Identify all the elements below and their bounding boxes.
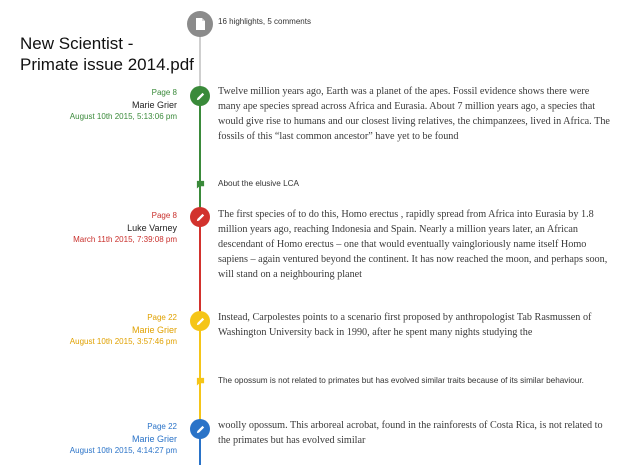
comment-node-yellow[interactable]	[195, 376, 205, 386]
highlight-node-red[interactable]	[190, 207, 210, 227]
entry-date: March 11th 2015, 7:39:08 pm	[73, 235, 177, 244]
highlight-text[interactable]: The first species of to do this, Homo erectus , rapidly spread from Africa into Eurasia by 1.8 million years ago, reaching Indonesia and Spain. Nearly a million years later, an African descendant of Homo erectus – one that would eventually vaingloriously name itself Homo sapiens – again ventured beyond the continent. It has now reached the moon, and perhaps soon, will stand on a neighbouring planet	[218, 209, 608, 280]
comment-text: About the elusive LCA	[218, 179, 300, 188]
highlight-node-green[interactable]	[190, 86, 210, 106]
entry-meta	[73, 210, 177, 246]
comment-icon	[196, 377, 205, 386]
document-title	[20, 33, 200, 75]
timeline-axis-yellow	[199, 321, 201, 429]
pencil-icon	[195, 212, 206, 223]
entry-meta	[70, 87, 177, 123]
timeline-axis-green	[199, 96, 201, 214]
document-title-line-1: New Scientist -	[20, 34, 134, 53]
highlight-text[interactable]: Instead, Carpolestes points to a scenario first proposed by anthropologist Tab Rasmussen of Washington University back in 1990, after he spent many nights studying the	[218, 312, 592, 338]
timeline-axis-red	[199, 214, 201, 321]
comment-icon	[196, 180, 205, 189]
entry-author: Marie Grier	[131, 325, 177, 335]
entry-author: Marie Grier	[131, 100, 177, 110]
entry-page: Page 8	[151, 211, 177, 220]
highlight-text[interactable]: woolly opossum. This arboreal acrobat, found in the rainforests of Costa Rica, is not related to the primates but has evolved similar	[218, 420, 603, 446]
document-icon	[195, 18, 206, 31]
pencil-icon	[195, 424, 206, 435]
entry-date: August 10th 2015, 3:57:46 pm	[69, 337, 177, 346]
entry-author: Marie Grier	[131, 434, 177, 444]
entry-page: Page 22	[147, 422, 177, 431]
pencil-icon	[195, 91, 206, 102]
highlight-text[interactable]: Twelve million years ago, Earth was a planet of the apes. Fossil evidence shows there were many ape species spread across Africa and Eurasia. About 7 million years ago, a species that would give rise to humans and our closest living relatives, the chimpanzees, lived in Africa. The fossils of this “last common ancestor” have yet to be found	[218, 86, 610, 142]
entry-meta	[70, 312, 177, 348]
entry-author: Luke Varney	[127, 223, 177, 233]
comment-node-green[interactable]	[195, 179, 205, 189]
entry-date: August 10th 2015, 4:14:27 pm	[69, 446, 177, 455]
highlight-summary: 16 highlights, 5 comments	[218, 17, 311, 26]
comment-text: The opossum is not related to primates but has evolved similar traits because of its similar behaviour.	[218, 376, 584, 385]
document-node[interactable]	[187, 11, 213, 37]
entry-page: Page 22	[147, 313, 177, 322]
entry-page: Page 8	[151, 88, 177, 97]
document-title-line-2: Primate issue 2014.pdf	[20, 55, 194, 74]
pencil-icon	[195, 316, 206, 327]
highlight-node-blue[interactable]	[190, 419, 210, 439]
entry-date: August 10th 2015, 5:13:06 pm	[69, 112, 177, 121]
highlight-node-yellow[interactable]	[190, 311, 210, 331]
entry-meta	[70, 421, 177, 457]
